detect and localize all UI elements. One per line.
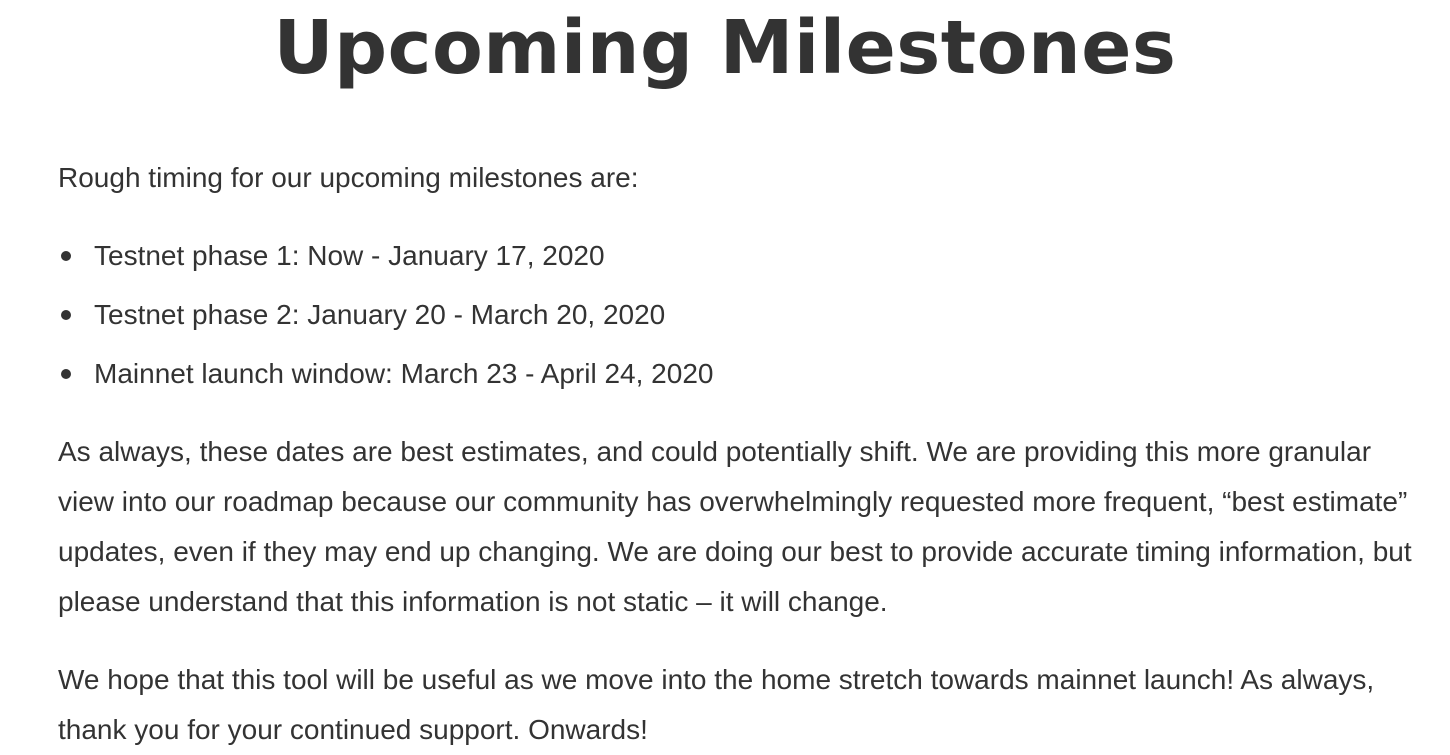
bullet-icon <box>61 310 71 320</box>
milestone-item <box>58 293 713 337</box>
milestone-list <box>58 234 713 411</box>
milestone-text: Testnet phase 2: January 20 - March 20, 2020 <box>94 299 666 330</box>
bullet-icon <box>61 251 71 261</box>
disclaimer-paragraph: As always, these dates are best estimates, and could potentially shift. We are providing this more granular view into our roadmap because our community has overwhelmingly requested more frequent, “best estimate” updates, even if they may end up changing. We are doing our best to provide accurate timing information, but please understand that this information is not static – it will change. <box>58 436 1412 617</box>
intro-text: Rough timing for our upcoming milestones are: <box>58 162 639 193</box>
page-title: Upcoming Milestones <box>273 5 1177 91</box>
milestone-text: Testnet phase 1: Now - January 17, 2020 <box>94 240 605 271</box>
milestone-item <box>58 352 713 396</box>
bullet-icon <box>61 369 71 379</box>
milestone-text: Mainnet launch window: March 23 - April 24, 2020 <box>94 358 714 389</box>
closing-paragraph: We hope that this tool will be useful as we move into the home stretch towards mainnet launch! As always, thank you for your continued support. Onwards! <box>58 664 1375 745</box>
milestone-item <box>58 234 713 278</box>
